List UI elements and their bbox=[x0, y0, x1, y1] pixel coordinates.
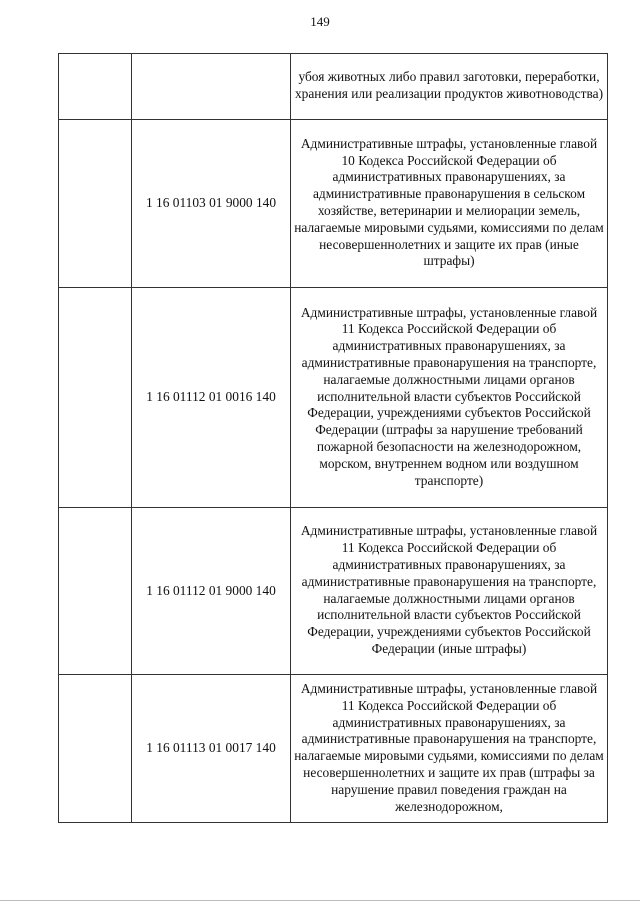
table-row bbox=[59, 54, 608, 120]
table-row bbox=[59, 288, 608, 508]
empty-cell bbox=[59, 120, 132, 288]
description-cell bbox=[291, 288, 608, 508]
empty-cell bbox=[59, 675, 132, 823]
description-text: Административные штрафы, установленные главой 11 Кодекса Российской Федерации об административных правонарушениях, за административные правонарушения на транспорте, налагаемые мировыми судьями, комиссиями по делам несовершеннолетних и защите их прав (штрафы за нарушение правил поведения граждан на железнодорожном, bbox=[294, 681, 604, 814]
description-text: Административные штрафы, установленные главой 10 Кодекса Российской Федерации об административных правонарушениях, за административные правонарушения в сельском хозяйстве, ветеринарии и мелиорации земель, налагаемые мировыми судьями, комиссиями по делам несовершеннолетних и защите их прав (иные штрафы) bbox=[294, 135, 604, 269]
code-cell: 1 16 01112 01 0016 140 bbox=[132, 288, 291, 508]
page-number: 149 bbox=[310, 14, 330, 29]
description-text: Административные штрафы, установленные главой 11 Кодекса Российской Федерации об административных правонарушениях, за административные правонарушения на транспорте, налагаемые должностными лицами органов исполнительной власти субъектов Российской Федерации, учреждениями субъектов Российской Федерации (штрафы за нарушение требований пожарной безопасности на железнодорожном, морском, внутреннем водном или воздушном транспорте) bbox=[300, 304, 598, 488]
page-edge-divider bbox=[0, 900, 640, 901]
empty-cell bbox=[59, 508, 132, 675]
budget-codes-table bbox=[58, 53, 608, 823]
table-row bbox=[59, 120, 608, 288]
description-text: убоя животных либо правил заготовки, переработки, хранения или реализации продуктов животноводства) bbox=[294, 69, 604, 101]
code-cell: 1 16 01103 01 9000 140 bbox=[132, 120, 291, 288]
empty-cell bbox=[59, 288, 132, 508]
description-cell bbox=[291, 675, 608, 823]
description-cell bbox=[291, 120, 608, 288]
description-cell bbox=[291, 508, 608, 675]
code-cell: 1 16 01112 01 9000 140 bbox=[132, 508, 291, 675]
description-cell bbox=[291, 54, 608, 120]
code-cell: 1 16 01113 01 0017 140 bbox=[132, 675, 291, 823]
table-row bbox=[59, 675, 608, 823]
table-row bbox=[59, 508, 608, 675]
code-cell bbox=[132, 54, 291, 120]
description-text: Административные штрафы, установленные главой 11 Кодекса Российской Федерации об административных правонарушениях, за административные правонарушения на транспорте, налагаемые должностными лицами органов исполнительной власти субъектов Российской Федерации, учреждениями субъектов Российской Федерации (иные штрафы) bbox=[300, 523, 598, 656]
empty-cell bbox=[59, 54, 132, 120]
